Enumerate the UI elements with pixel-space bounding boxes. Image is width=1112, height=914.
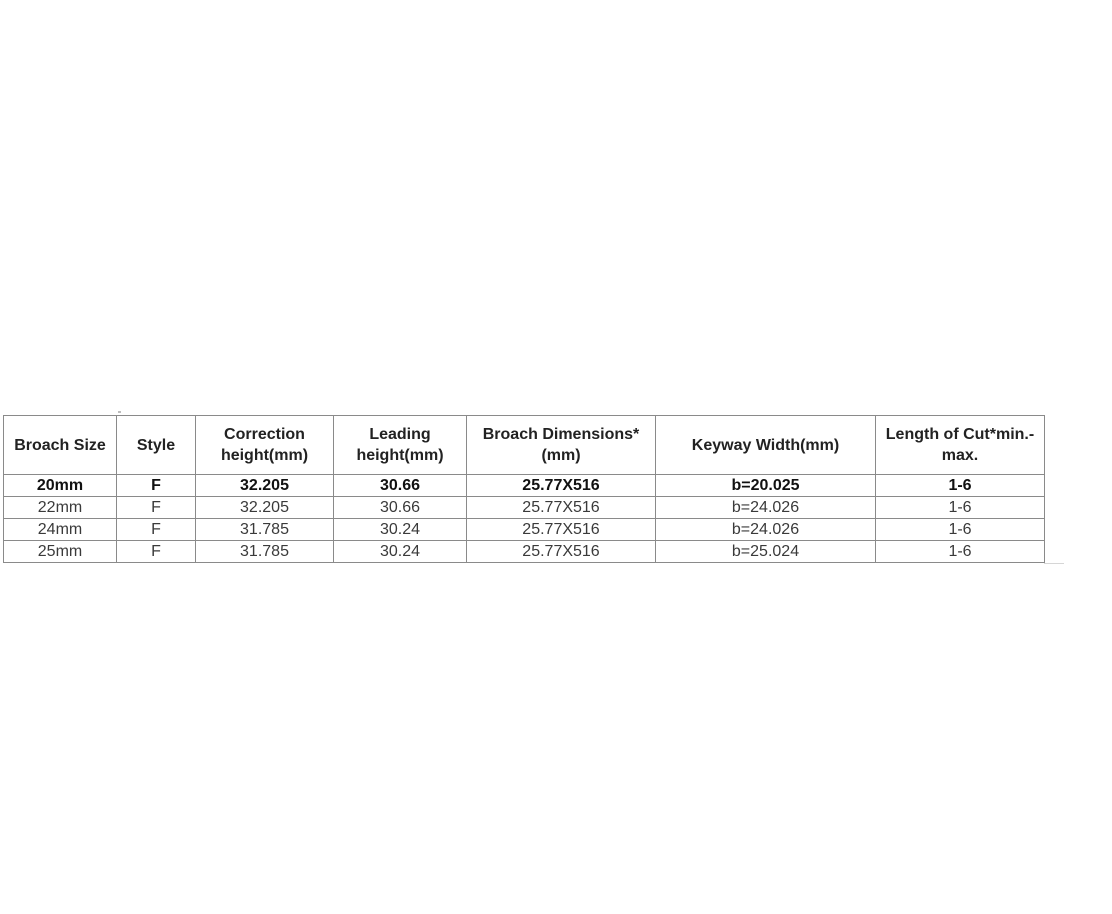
cell-broach-size: 22mm — [4, 497, 117, 519]
broach-spec-table — [3, 415, 1045, 563]
cell-style: F — [117, 519, 196, 541]
cell-broach-size: 24mm — [4, 519, 117, 541]
spec-table-container — [3, 415, 1045, 563]
cell-broach-size: 25mm — [4, 541, 117, 563]
cell-leading-height: 30.24 — [334, 519, 467, 541]
table-row — [4, 497, 1045, 519]
table-row — [4, 475, 1045, 497]
cell-broach-dimensions: 25.77X516 — [467, 497, 656, 519]
cell-leading-height: 30.66 — [334, 475, 467, 497]
cell-correction-height: 31.785 — [196, 541, 334, 563]
cell-correction-height: 31.785 — [196, 519, 334, 541]
cell-keyway-width: b=20.025 — [656, 475, 876, 497]
cell-broach-dimensions: 25.77X516 — [467, 475, 656, 497]
decorative-tick — [118, 411, 121, 413]
cell-length-of-cut: 1-6 — [876, 475, 1045, 497]
cell-leading-height: 30.66 — [334, 497, 467, 519]
cell-leading-height: 30.24 — [334, 541, 467, 563]
cell-broach-dimensions: 25.77X516 — [467, 541, 656, 563]
header-leading-height: Leading height(mm) — [334, 416, 467, 475]
cell-broach-dimensions: 25.77X516 — [467, 519, 656, 541]
cell-style: F — [117, 541, 196, 563]
cell-length-of-cut: 1-6 — [876, 497, 1045, 519]
cell-length-of-cut: 1-6 — [876, 541, 1045, 563]
cell-correction-height: 32.205 — [196, 497, 334, 519]
cell-broach-size: 20mm — [4, 475, 117, 497]
header-row — [4, 416, 1045, 475]
header-length-of-cut: Length of Cut*min.- max. — [876, 416, 1045, 475]
header-correction-height: Correction height(mm) — [196, 416, 334, 475]
cell-keyway-width: b=24.026 — [656, 519, 876, 541]
cell-style: F — [117, 497, 196, 519]
cell-correction-height: 32.205 — [196, 475, 334, 497]
header-broach-dimensions: Broach Dimensions* (mm) — [467, 416, 656, 475]
header-broach-size: Broach Size — [4, 416, 117, 475]
table-row — [4, 541, 1045, 563]
table-row — [4, 519, 1045, 541]
cell-length-of-cut: 1-6 — [876, 519, 1045, 541]
divider-line — [1044, 563, 1064, 564]
cell-style: F — [117, 475, 196, 497]
header-style: Style — [117, 416, 196, 475]
cell-keyway-width: b=25.024 — [656, 541, 876, 563]
header-keyway-width: Keyway Width(mm) — [656, 416, 876, 475]
cell-keyway-width: b=24.026 — [656, 497, 876, 519]
